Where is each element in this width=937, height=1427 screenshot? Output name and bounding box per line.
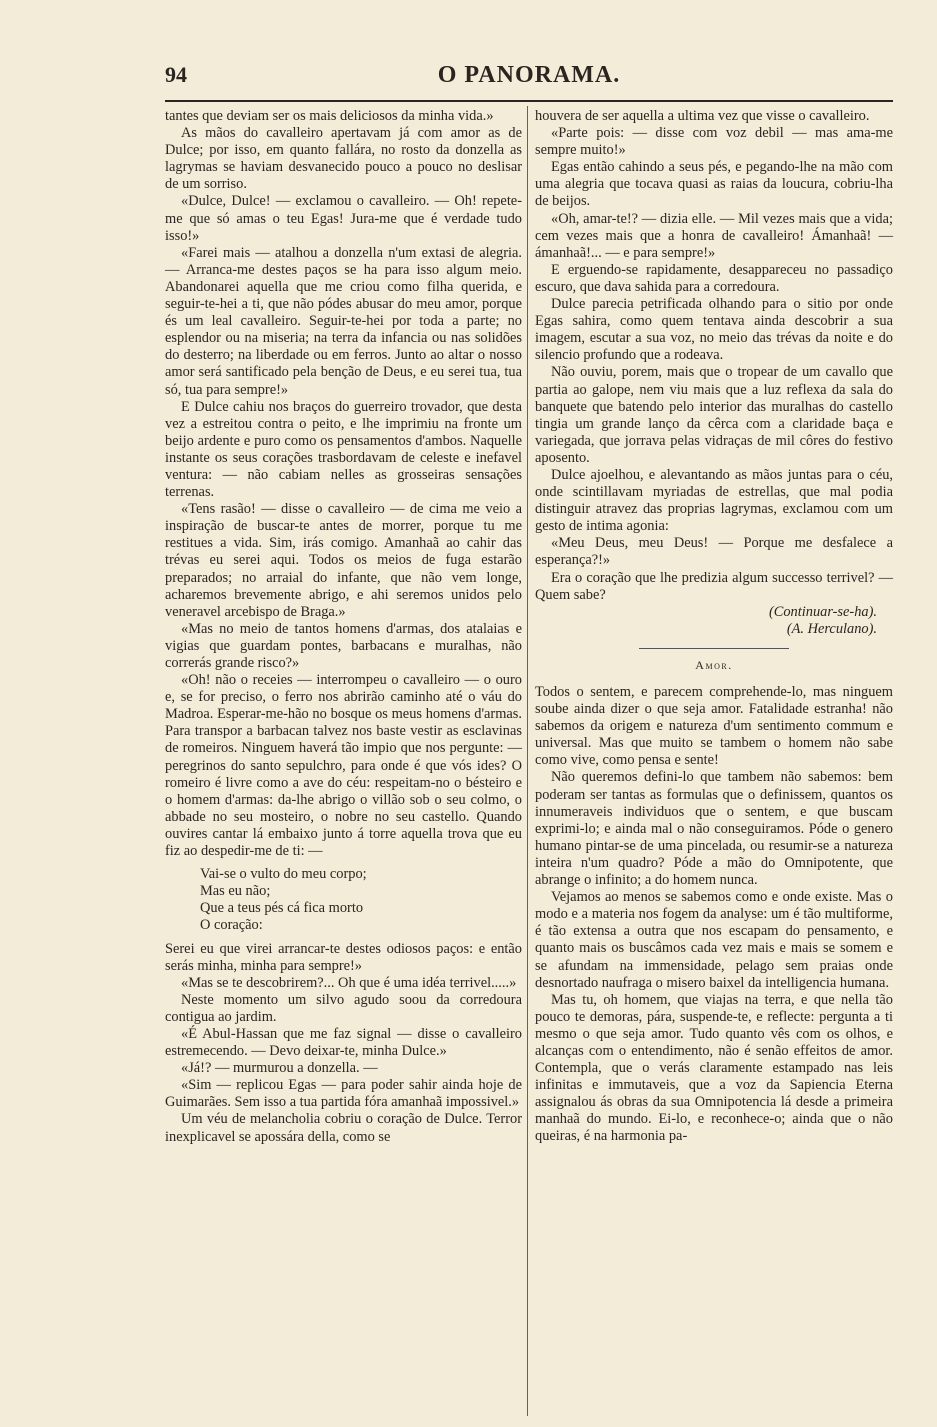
paragraph: Não queremos defini-lo que tambem não sabemos: bem poderam ser tantas as formulas que o definissem, quantos os innumeraveis individuos que o sentem, e que buscam exprimi-lo; e ainda mal o não conseguiramos. Póde o genero humano pintar-se de uma pincelada, ou resumir-se a natureza inteira n'um quadro? Póde a mão do Omnipotente, que abrange o infinito; a do homem nunca.	[535, 769, 893, 889]
paragraph: Dulce ajoelhou, e alevantando as mãos juntas para o céu, onde scintillavam myriadas de estrellas, que mal podia distinguir atravez das proprias lagrymas, exclamou com um gesto de intima agonia:	[535, 466, 893, 535]
paragraph: Mas tu, oh homem, que viajas na terra, e que nella tão pouco te demoras, pára, suspende-te, e reflecte: pergunta a ti mesmo o que seja amor. Tudo quanto vês com os olhos, e alcanças com o entendimento, não é senão effeitos de amor. Contempla, que o verás claramente estampado nas leis infinitas e immutaveis, que a voz da Sapiencia Eterna assignalou ás obras da sua Omnipotencia lá desde a primeira manhaã do mundo. Ei-lo, e reconhece-o; ainda que o não queiras, é na harmonia pa-	[535, 991, 893, 1145]
paragraph: Todos o sentem, e parecem comprehende-lo, mas ninguem soube ainda dizer o que seja amor. Fatalidade estranha! não sabemos da origem e natureza d'um sentimento commum e universal. Mas que muito se tambem o homem não sabe como vive, como pensa e sente!	[535, 684, 893, 769]
paragraph: Dulce parecia petrificada olhando para o sitio por onde Egas sahira, como quem tentava ainda descobrir a sua imagem, escutar a sua voz, no meio das trévas da noite e do silencio profundo que a rodeava.	[535, 296, 893, 364]
paragraph: «Mas no meio de tantos homens d'armas, dos atalaias e vigias que guardam pontes, barbacans e muralhas, não correrás grande risco?»	[165, 620, 522, 671]
paragraph: Era o coração que lhe predizia algum successo terrivel? — Quem sabe?	[535, 569, 893, 603]
page-header	[165, 62, 893, 96]
paragraph: «É Abul-Hassan que me faz signal — disse o cavalleiro estremecendo. — Devo deixar-te, minha Dulce.»	[165, 1025, 522, 1060]
paragraph: Vejamos ao menos se sabemos como e onde existe. Mas o modo e a materia nos fogem da analyse: um é tão multiforme, é tão extensa a outra que nos escapam do pensamento, e quanto mais os buscâmos cada vez mais e mais se somem e se afundam na immensidade, pelago sem praias onde desnortado naufraga o misero baixel da intelligencia humana.	[535, 889, 893, 991]
header-rule	[165, 100, 893, 102]
paragraph: «Sim — replicou Egas — para poder sahir ainda hoje de Guimarães. Sem isso a tua partida fóra amanhaã impossivel.»	[165, 1077, 522, 1111]
verse	[165, 866, 522, 934]
journal-title: O PANORAMA.	[437, 62, 621, 88]
paragraph: E erguendo-se rapidamente, desappareceu no passadiço escuro, que dava sahida para a corredoura.	[535, 261, 893, 295]
paragraph: «Dulce, Dulce! — exclamou o cavalleiro. — Oh! repete-me que só amas o teu Egas! Jura-me que é verdade tudo isso!»	[165, 193, 522, 244]
paragraph: «Parte pois: — disse com voz debil — mas ama-me sempre muito!»	[535, 125, 893, 159]
verse-line: Mas eu não;	[200, 883, 271, 900]
paragraph: «Oh! não o receies — interrompeu o cavalleiro — o ouro e, se for preciso, o ferro nos abrirão caminho até o váu do Madroa. Esperar-me-hão no bosque os meus homens d'armas. Para transpor a barbacan talvez nos baste vestir as esclavinas de romeiros. Ninguem haverá tão impio que nos pergunte: — peregrinos do santo sepulchro, para onde é que vós ides? O romeiro é livre como a ave do céu: respeitam-no o bésteiro e o homem d'armas: da-lhe abrigo o villão sob o seu colmo, o abbade no seu mosteiro, o nobre no seu castello. Quando ouvires cantar lá embaixo junto á torre aquella trova que eu fiz ao despedir-me de ti: —	[165, 672, 522, 860]
paragraph: E Dulce cahiu nos braços do guerreiro trovador, que desta vez a estreitou contra o peito, e lhe imprimiu na fronte um beijo ardente e puro como os pensamentos d'ambos. Naquelle instante os seus corações trasbordavam de celeste e inefavel ventura: — não cabiam nelles as grosseiras sensações terrenas.	[165, 398, 522, 501]
paragraph: «Oh, amar-te!? — dizia elle. — Mil vezes mais que a vida; cem vezes mais que a honra de cavalleiro! Ámanhaã! — ámanhaã!... — e para sempre!»	[535, 210, 893, 261]
verse-line: Que a teus pés cá fica morto	[200, 900, 364, 917]
verse-line: Vai-se o vulto do meu corpo;	[200, 866, 367, 883]
right-column	[535, 108, 893, 1146]
paragraph: tantes que deviam ser os mais deliciosos da minha vida.»	[165, 108, 494, 124]
left-column	[165, 108, 522, 1146]
column-divider	[527, 106, 528, 1416]
paragraph: «Mas se te descobrirem?... Oh que é uma idéa terrivel.....»	[181, 974, 517, 991]
paragraph: Neste momento um silvo agudo soou da corredoura contigua ao jardim.	[165, 991, 522, 1025]
paragraph: Um véu de melancholia cobriu o coração de Dulce. Terror inexplicavel se apossára della, como se	[165, 1111, 522, 1145]
verse-line: O coração:	[200, 917, 263, 934]
paragraph: Egas então cahindo a seus pés, e pegando-lhe na mão com uma alegria que tocava quasi as raias da loucura, cobriu-lha de beijos.	[535, 159, 893, 210]
signature-continuation: (Continuar-se-ha).	[768, 603, 877, 620]
signature-author: (A. Herculano).	[786, 620, 877, 637]
paragraph: As mãos do cavalleiro apertavam já com amor as de Dulce; por isso, em quanto fallára, no rosto da donzella as lagrymas se haviam desvanecido pouco a pouco no deslisar de um sorriso.	[165, 125, 522, 193]
paragraph: «Meu Deus, meu Deus! — Porque me desfalece a esperança?!»	[535, 535, 893, 569]
paragraph: houvera de ser aquella a ultima vez que visse o cavalleiro.	[535, 108, 870, 124]
paragraph: «Já!? — murmurou a donzella. —	[181, 1060, 378, 1077]
paragraph: «Farei mais — atalhou a donzella n'um extasi de alegria. — Arranca-me destes paços se ha para isso algum meio. Abandonarei aquella que me criou como filha querida, e seguir-te-hei a ti, que não pódes abusar do meu amor, porque és um leal cavalleiro. Seguir-te-hei por toda a parte; no esplendor ou na miseria; na terra da infancia ou nas solidões do desterro; na liberdade ou em ferros. Junto ao altar o nosso amor será santificado pela benção de Deus, e eu serei tua, tua só, tua para sempre!»	[165, 244, 522, 398]
paragraph: Serei eu que virei arrancar-te destes odiosos paços: e então serás minha, minha para sempre!»	[165, 940, 522, 974]
section-separator	[639, 648, 789, 649]
paragraph: «Tens rasão! — disse o cavalleiro — de cima me veio a inspiração de buscar-te antes de morrer, porque tu me restitues a vida. Sim, irás comigo. Amanhaã ao cahir das trévas eu serei aqui. Todos os meios de fuga estarão preparados; no arraial do infante, que não vem longe, acharemos brevemente abrigo, e ahi seremos unidos pelo veneravel arcebispo de Braga.»	[165, 501, 522, 620]
page-number: 94	[165, 62, 187, 87]
paragraph: Não ouviu, porem, mais que o tropear de um cavallo que partia ao galope, nem viu mais que a luz reflexa da sala do banquete que batendo pelo interior das muralhas do castello tingia um grande lanço da cêrca com a claridade baça e variegada, que jorrava pelas vidraças de mil côres do festivo aposento.	[535, 364, 893, 466]
section-title: Amor.	[695, 657, 733, 672]
